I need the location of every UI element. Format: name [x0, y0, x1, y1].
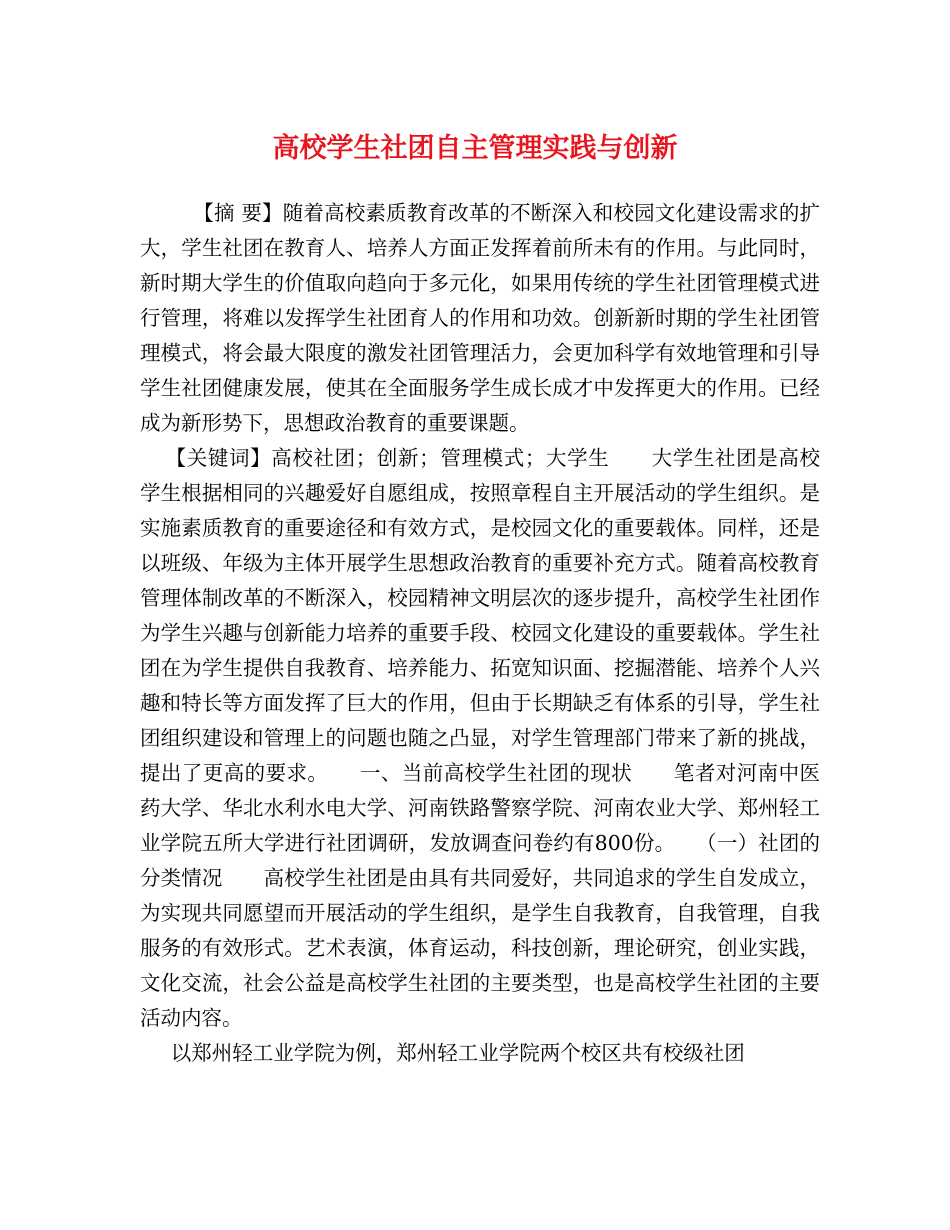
document-title: 高校学生社团自主管理实践与创新	[272, 133, 678, 164]
keywords-paragraph	[140, 441, 820, 1036]
body-paragraph-text: 以郑州轻工业学院为例，郑州轻工业学院两个校区共有校级社团	[170, 1041, 745, 1065]
abstract-text: 随着高校素质教育改革的不断深入和校园文化建设需求的扩大，学生社团在教育人、培养人方面正发挥着前所未有的作用。与此同时，新时期大学生的价值取向趋向于多元化，如果用传统的学生社团管理模式进行管理，将难以发挥学生社团育人的作用和功效。创新新时期的学生社团管理模式，将会最大限度的激发社团管理活力，会更加科学有效地管理和引导学生社团健康发展，使其在全面服务学生成长成才中发挥更大的作用。已经成为新形势下，思想政治教育的重要课题。	[140, 201, 820, 435]
abstract-paragraph	[140, 196, 820, 441]
body-paragraph	[140, 1036, 820, 1071]
abstract-label: 【摘 要】	[193, 201, 283, 225]
document-body	[140, 196, 820, 1071]
keywords-text: 高校社团；创新；管理模式；大学生 大学生社团是高校学生根据相同的兴趣爱好自愿组成，按照章程自主开展活动的学生组织。是实施素质教育的重要途径和有效方式，是校园文化的重要载体。同样，还是以班级、年级为主体开展学生思想政治教育的重要补充方式。随着高校教育管理体制改革的不断深入，校园精神文明层次的逐步提升，高校学生社团作为学生兴趣与创新能力培养的重要手段、校园文化建设的重要载体。学生社团在为学生提供自我教育、培养能力、拓宽知识面、挖掘潜能、培养个人兴趣和特长等方面发挥了巨大的作用，但由于长期缺乏有体系的引导，学生社团组织建设和管理上的问题也随之凸显，对学生管理部门带来了新的挑战，提出了更高的要求。 一、当前高校学生社团的现状 笔者对河南中医药大学、华北水利水电大学、河南铁路警察学院、河南农业大学、郑州轻工业学院五所大学进行社团调研，发放调查问卷约有800份。 （一）社团的分类情况 高校学生社团是由具有共同爱好，共同追求的学生自发成立，为实现共同愿望而开展活动的学生组织，是学生自我教育，自我管理，自我服务的有效形式。艺术表演，体育运动，科技创新，理论研究，创业实践，文化交流，社会公益是高校学生社团的主要类型，也是高校学生社团的主要活动内容。	[140, 446, 821, 1030]
keywords-label: 【关键词】	[165, 446, 272, 470]
